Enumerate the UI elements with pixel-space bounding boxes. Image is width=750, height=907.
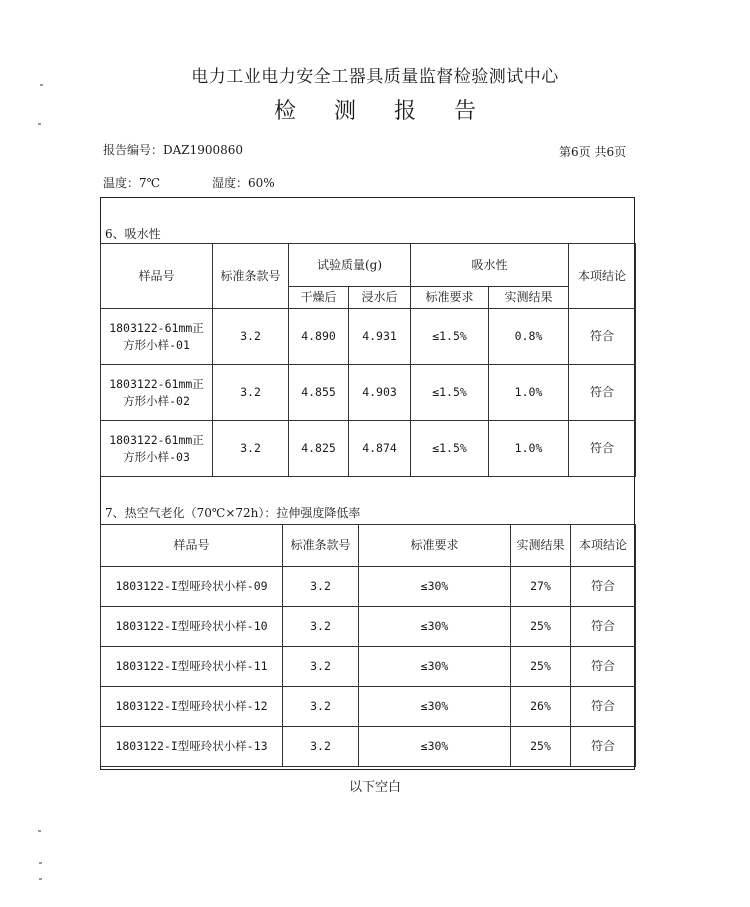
header-water-absorption: 吸水性 bbox=[411, 244, 569, 287]
result-cell: 1.0% bbox=[489, 421, 569, 477]
scan-speck bbox=[40, 84, 43, 86]
table-row bbox=[101, 647, 636, 687]
clause-cell: 3.2 bbox=[283, 727, 359, 767]
requirement-cell: ≤30% bbox=[359, 607, 511, 647]
result-cell: 25% bbox=[511, 727, 571, 767]
soaked-mass-cell: 4.931 bbox=[349, 309, 411, 365]
requirement-cell: ≤30% bbox=[359, 647, 511, 687]
scan-speck bbox=[39, 878, 42, 880]
header-dry: 干燥后 bbox=[289, 287, 349, 309]
soaked-mass-cell: 4.874 bbox=[349, 421, 411, 477]
conclusion-cell: 符合 bbox=[569, 309, 636, 365]
section-7-title: 7、热空气老化（70℃×72h）：拉伸强度降低率 bbox=[105, 506, 361, 520]
dry-mass-cell: 4.890 bbox=[289, 309, 349, 365]
requirement-cell: ≤30% bbox=[359, 687, 511, 727]
header-sample: 样品号 bbox=[101, 525, 283, 567]
table-row bbox=[101, 567, 636, 607]
header-clause: 标准条款号 bbox=[283, 525, 359, 567]
table-row bbox=[101, 607, 636, 647]
conclusion-cell: 符合 bbox=[571, 567, 636, 607]
header-requirement: 标准要求 bbox=[411, 287, 489, 309]
header-result: 实测结果 bbox=[511, 525, 571, 567]
header-conclusion: 本项结论 bbox=[569, 244, 636, 309]
header-conclusion: 本项结论 bbox=[571, 525, 636, 567]
report-title: 检测报告 bbox=[273, 99, 514, 124]
header-result: 实测结果 bbox=[489, 287, 569, 309]
org-title: 电力工业电力安全工器具质量监督检验测试中心 bbox=[191, 67, 559, 87]
requirement-cell: ≤1.5% bbox=[411, 421, 489, 477]
clause-cell: 3.2 bbox=[213, 421, 289, 477]
header-requirement: 标准要求 bbox=[359, 525, 511, 567]
heat-aging-table bbox=[100, 524, 636, 767]
result-cell: 1.0% bbox=[489, 365, 569, 421]
water-absorption-table bbox=[100, 243, 636, 477]
header-clause: 标准条款号 bbox=[213, 244, 289, 309]
scan-speck bbox=[38, 123, 41, 125]
dry-mass-cell: 4.855 bbox=[289, 365, 349, 421]
conclusion-cell: 符合 bbox=[569, 365, 636, 421]
sample-id-cell: 1803122-I型哑玲状小样-10 bbox=[101, 607, 283, 647]
header-soaked: 浸水后 bbox=[349, 287, 411, 309]
result-cell: 25% bbox=[511, 607, 571, 647]
conclusion-cell: 符合 bbox=[571, 647, 636, 687]
sample-id-cell: 1803122-61mm正 方形小样-01 bbox=[101, 309, 213, 365]
sample-id-cell: 1803122-I型哑玲状小样-13 bbox=[101, 727, 283, 767]
header-sample: 样品号 bbox=[101, 244, 213, 309]
result-cell: 0.8% bbox=[489, 309, 569, 365]
sample-id-cell: 1803122-I型哑玲状小样-11 bbox=[101, 647, 283, 687]
result-cell: 25% bbox=[511, 647, 571, 687]
conclusion-cell: 符合 bbox=[569, 421, 636, 477]
sample-id-cell: 1803122-61mm正 方形小样-03 bbox=[101, 421, 213, 477]
conclusion-cell: 符合 bbox=[571, 687, 636, 727]
humidity: 湿度：60% bbox=[212, 176, 275, 190]
table-row bbox=[101, 365, 636, 421]
table-header-row bbox=[101, 525, 636, 567]
requirement-cell: ≤1.5% bbox=[411, 365, 489, 421]
scan-speck bbox=[39, 862, 42, 864]
requirement-cell: ≤30% bbox=[359, 567, 511, 607]
table-row bbox=[101, 421, 636, 477]
clause-cell: 3.2 bbox=[213, 365, 289, 421]
clause-cell: 3.2 bbox=[283, 687, 359, 727]
report-number: 报告编号：DAZ1900860 bbox=[103, 143, 244, 157]
table-row bbox=[101, 309, 636, 365]
clause-cell: 3.2 bbox=[283, 647, 359, 687]
section-6-title: 6、吸水性 bbox=[105, 227, 161, 241]
sample-id-cell: 1803122-I型哑玲状小样-12 bbox=[101, 687, 283, 727]
header-test-mass: 试验质量(g) bbox=[289, 244, 411, 287]
table-row bbox=[101, 727, 636, 767]
clause-cell: 3.2 bbox=[213, 309, 289, 365]
table-row bbox=[101, 687, 636, 727]
sample-id-cell: 1803122-61mm正 方形小样-02 bbox=[101, 365, 213, 421]
conclusion-cell: 符合 bbox=[571, 727, 636, 767]
clause-cell: 3.2 bbox=[283, 607, 359, 647]
blank-below-note: 以下空白 bbox=[348, 780, 401, 795]
table-header-row bbox=[101, 244, 636, 287]
soaked-mass-cell: 4.903 bbox=[349, 365, 411, 421]
page-info: 第6页 共6页 bbox=[559, 145, 627, 159]
requirement-cell: ≤30% bbox=[359, 727, 511, 767]
clause-cell: 3.2 bbox=[283, 567, 359, 607]
conclusion-cell: 符合 bbox=[571, 607, 636, 647]
temperature: 温度：7℃ bbox=[103, 176, 161, 190]
dry-mass-cell: 4.825 bbox=[289, 421, 349, 477]
result-cell: 26% bbox=[511, 687, 571, 727]
result-cell: 27% bbox=[511, 567, 571, 607]
scan-speck bbox=[38, 830, 41, 832]
sample-id-cell: 1803122-I型哑玲状小样-09 bbox=[101, 567, 283, 607]
requirement-cell: ≤1.5% bbox=[411, 309, 489, 365]
